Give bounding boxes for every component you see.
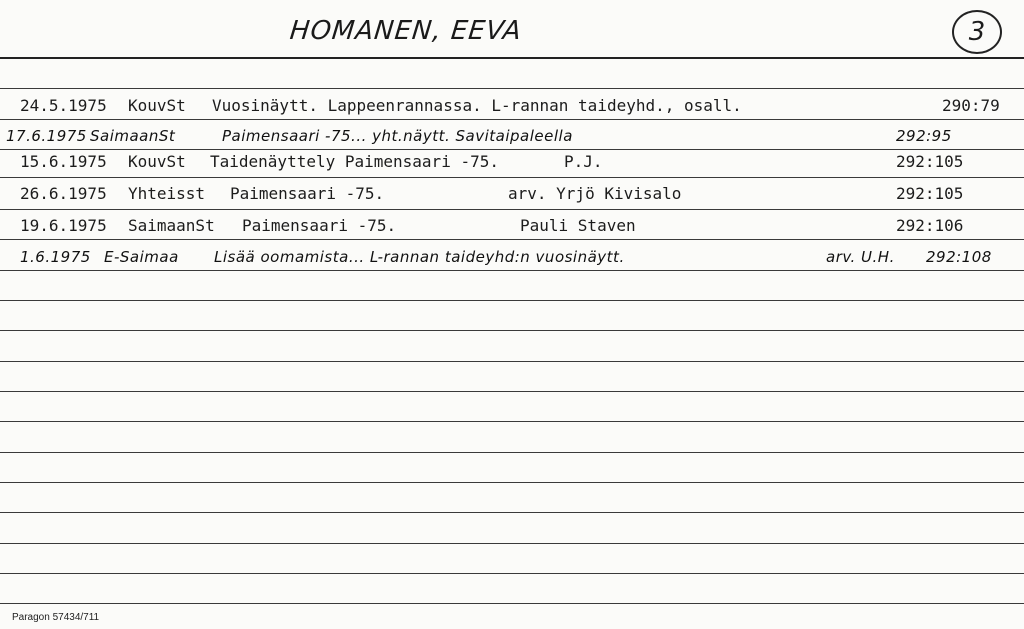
- ruled-line: [0, 270, 1024, 271]
- ruled-line: [0, 603, 1024, 604]
- entry-text: Paimensaari -75.: [242, 216, 397, 235]
- entry-author: arv. U.H.: [826, 248, 895, 266]
- entry-text: Paimensaari -75.: [230, 184, 385, 203]
- entry-source: SaimaanSt: [128, 216, 215, 235]
- entry-date: 17.6.1975: [6, 127, 87, 145]
- entry-source: SaimaanSt: [90, 127, 176, 145]
- ruled-line: [0, 391, 1024, 392]
- ruled-line: [0, 482, 1024, 483]
- entry-row: [0, 96, 1024, 120]
- ruled-line: [0, 573, 1024, 574]
- ruled-line: [0, 300, 1024, 301]
- ruled-line: [0, 177, 1024, 178]
- entry-text: Lisää oomamista... L-rannan taideyhd:n vuosinäytt.: [214, 248, 625, 266]
- entry-date: 19.6.1975: [20, 216, 107, 235]
- entry-row: [0, 216, 1024, 240]
- entry-source: E-Saimaa: [104, 248, 179, 266]
- entry-ref: 292:105: [896, 184, 964, 203]
- entry-date: 1.6.1975: [20, 248, 91, 266]
- entry-text: Vuosinäytt. Lappeenrannassa. L-rannan taideyhd., osall.: [212, 96, 742, 115]
- entry-ref: 292:108: [926, 248, 992, 266]
- entry-date: 15.6.1975: [20, 152, 107, 171]
- header-rule: [0, 57, 1024, 59]
- entry-text: Taidenäyttely Paimensaari -75.: [210, 152, 499, 171]
- ruled-line: [0, 361, 1024, 362]
- entry-date: 24.5.1975: [20, 96, 107, 115]
- ruled-line: [0, 330, 1024, 331]
- ruled-line: [0, 543, 1024, 544]
- ruled-line: [0, 119, 1024, 120]
- ruled-line: [0, 452, 1024, 453]
- entry-ref: 292:106: [896, 216, 964, 235]
- entry-date: 26.6.1975: [20, 184, 107, 203]
- entry-source: KouvSt: [128, 96, 186, 115]
- entry-ref: 292:95: [896, 127, 952, 145]
- card-number: 3: [952, 10, 1002, 54]
- entry-row-handwritten: [0, 248, 1024, 272]
- ruled-line: [0, 209, 1024, 210]
- entry-ref: 290:79: [942, 96, 1000, 115]
- entry-row-handwritten: [0, 127, 1024, 151]
- ruled-line: [0, 149, 1024, 150]
- entry-author: P.J.: [564, 152, 603, 171]
- entry-ref: 292:105: [896, 152, 964, 171]
- entry-source: Yhteisst: [128, 184, 206, 203]
- entry-row: [0, 152, 1024, 176]
- card-title: HOMANEN, EEVA: [288, 16, 524, 46]
- entry-row: [0, 184, 1024, 208]
- entry-text: Paimensaari -75... yht.näytt. Savitaipaleella: [222, 127, 573, 145]
- ruled-line: [0, 88, 1024, 89]
- entry-author: Pauli Staven: [520, 216, 636, 235]
- entry-author: arv. Yrjö Kivisalo: [508, 184, 682, 203]
- entry-source: KouvSt: [128, 152, 186, 171]
- ruled-line: [0, 512, 1024, 513]
- ruled-line: [0, 421, 1024, 422]
- ruled-line: [0, 239, 1024, 240]
- card-footer: Paragon 57434/711: [12, 612, 100, 623]
